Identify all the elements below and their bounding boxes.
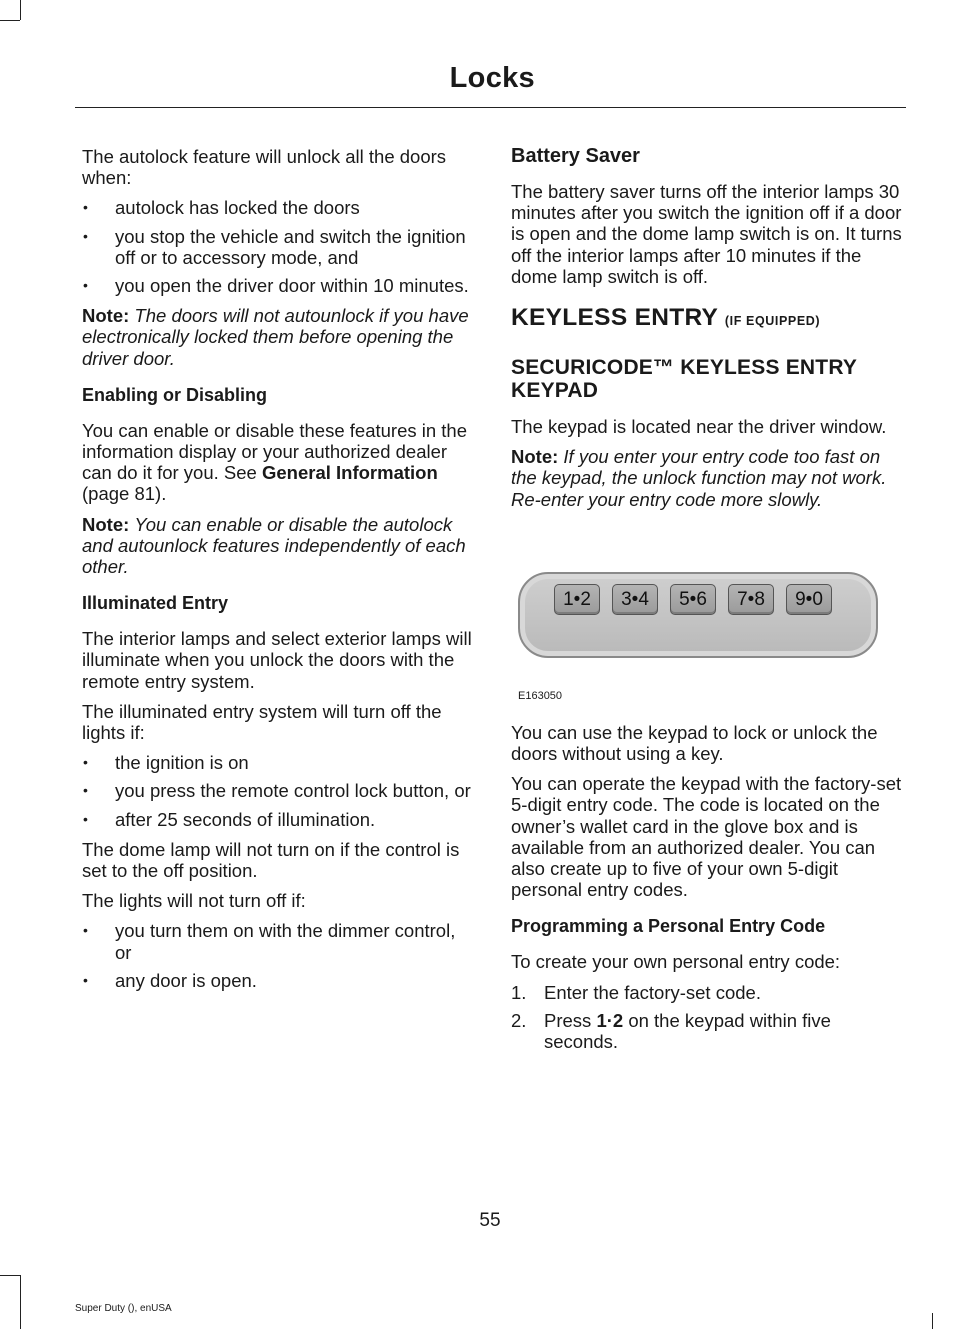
footer-text: Super Duty (), enUSA — [75, 1303, 172, 1314]
crop-mark — [0, 1275, 20, 1276]
programming-steps — [511, 982, 903, 1053]
list-item: • you stop the vehicle and switch the ignition off or to accessory mode, and — [83, 225, 466, 268]
keypad-key-9-0: 9•0 — [786, 584, 832, 615]
note-entry-speed: Note: If you enter your entry code too fast on the keypad, the unlock function may not work. Re-enter your entry code more slowly. — [511, 446, 887, 510]
autolock-bullet-list — [82, 197, 474, 296]
illuminated-text-2: The illuminated entry system will turn off the lights if: — [82, 700, 442, 744]
list-item: • you press the remote control lock button, or — [83, 780, 471, 802]
keypad-key-5-6: 5•6 — [670, 584, 716, 615]
note-independent: Note: You can enable or disable the autolock and autounlock features independently of each other. — [82, 513, 466, 578]
bullet-icon: • — [83, 922, 88, 939]
illuminated-text-1: The interior lamps and select exterior lamps will illuminate when you unlock the doors with the remote entry system. — [82, 628, 472, 692]
list-item: • you open the driver door within 10 minutes. — [83, 275, 469, 297]
note-autounlock: Note: The doors will not autounlock if you have electronically locked them before opening the driver door. — [82, 305, 469, 369]
list-item: • autolock has locked the doors — [83, 197, 360, 219]
keypad-key-3-4: 3•4 — [612, 584, 658, 615]
heading-programming-code: Programming a Personal Entry Code — [511, 916, 826, 937]
bullet-icon: • — [83, 782, 88, 799]
enabling-text: You can enable or disable these features in the information display or your authorized dealer can do it for you. See General Information (page 81). — [82, 419, 468, 505]
page-number: 55 — [479, 1210, 501, 1231]
keypad-figure — [511, 558, 903, 710]
list-item: • the ignition is on — [83, 752, 249, 774]
bullet-icon: • — [83, 277, 88, 294]
keypad-key-1-2: 1•2 — [554, 584, 600, 615]
list-item: • you turn them on with the dimmer control, or — [83, 920, 456, 963]
bullet-icon: • — [83, 810, 88, 827]
general-information-link[interactable]: General Information — [261, 462, 438, 484]
heading-securicode-keypad: SECURICODE™ KEYLESS ENTRY KEYPAD — [511, 356, 857, 403]
list-item: 1. Enter the factory-set code. — [511, 981, 761, 1003]
page-header — [75, 60, 906, 108]
dome-lamp-text: The dome lamp will not turn on if the control is set to the off position. — [82, 838, 460, 882]
illuminated-bullet-list — [82, 752, 474, 830]
page-title: Locks — [449, 62, 535, 94]
lights-bullet-list — [82, 920, 474, 991]
bullet-icon: • — [83, 971, 88, 988]
battery-saver-text: The battery saver turns off the interior lamps 30 minutes after you switch the ignition off if a door is open and the dome lamp switch is on. It turns off the interior lamps after 10 minutes if the dome lamp switch is off. — [511, 181, 902, 287]
crop-mark — [20, 1275, 21, 1329]
autolock-intro: The autolock feature will unlock all the doors when: — [82, 146, 447, 189]
bullet-icon: • — [83, 199, 88, 216]
lights-intro: The lights will not turn off if: — [82, 890, 306, 912]
crop-mark — [932, 1313, 933, 1329]
keypad-key-7-8: 7•8 — [728, 584, 774, 615]
list-item: • after 25 seconds of illumination. — [83, 808, 376, 830]
create-code-intro: To create your own personal entry code: — [511, 951, 841, 973]
left-column — [82, 146, 474, 1000]
keypad-keys — [554, 584, 832, 615]
bullet-icon: • — [83, 754, 88, 771]
keypad-operate-text: You can operate the keypad with the factory-set 5-digit entry code. The code is located on the owner’s wallet card in the glove box and is available from an authorized dealer. You can also create up to five of your own 5-digit personal entry codes. — [511, 773, 902, 901]
heading-enabling-disabling: Enabling or Disabling — [82, 384, 268, 405]
heading-illuminated-entry: Illuminated Entry — [82, 593, 229, 614]
heading-battery-saver: Battery Saver — [511, 145, 640, 167]
list-item: 2. Press 1·2 on the keypad within five seconds. — [511, 1009, 831, 1053]
crop-mark — [20, 0, 21, 20]
keypad-location-text: The keypad is located near the driver window. — [511, 416, 887, 438]
crop-mark — [0, 20, 20, 21]
heading-keyless-entry: KEYLESS ENTRY (IF EQUIPPED) — [511, 304, 821, 332]
bullet-icon: • — [83, 227, 88, 244]
list-item: • any door is open. — [83, 969, 257, 991]
figure-id: E163050 — [518, 689, 563, 702]
keypad-use-text: You can use the keypad to lock or unlock the doors without using a key. — [511, 721, 878, 765]
right-column — [511, 146, 903, 1059]
